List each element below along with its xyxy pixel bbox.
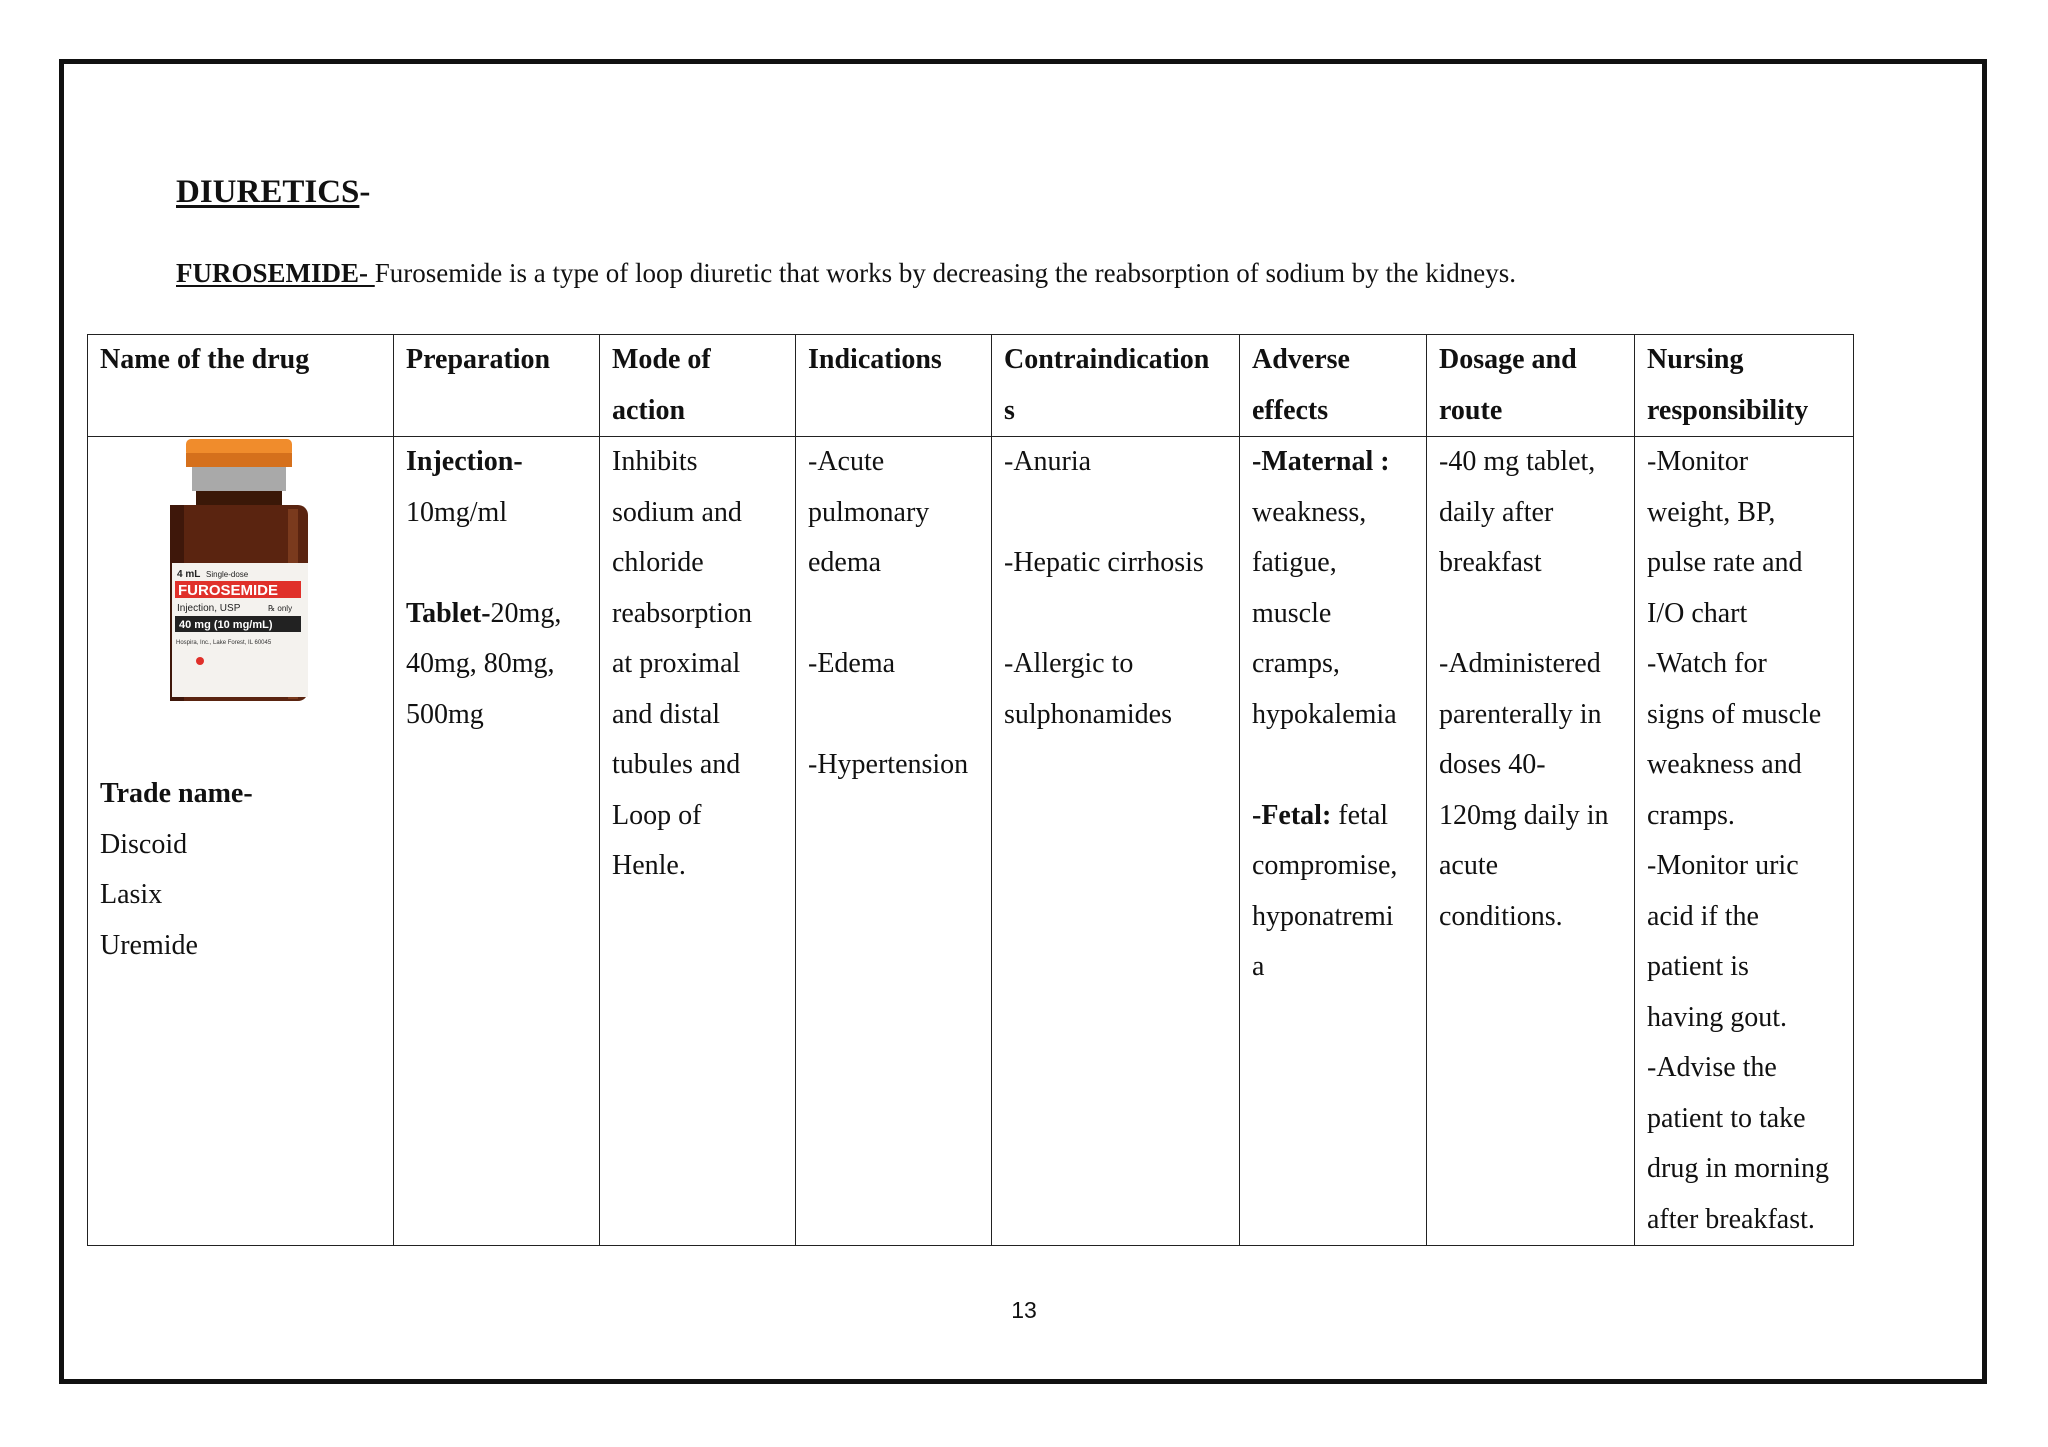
cell-text-line: Dosage and xyxy=(1439,344,1577,375)
cell-text-line: sulphonamides xyxy=(1004,698,1172,730)
cell-text-line: tubules and xyxy=(612,749,741,780)
heading-text: DIURETICS xyxy=(176,174,360,210)
cell-adverse-effects xyxy=(1240,437,1427,1246)
cell-text-line: effects xyxy=(1252,394,1329,426)
cell-drug-name xyxy=(88,437,394,1246)
cell-text-line: -Administered xyxy=(1439,648,1601,679)
header-dosage-route xyxy=(1427,335,1635,437)
cell-text-line: drug in morning xyxy=(1647,1153,1829,1184)
tablet-line xyxy=(406,589,587,640)
cell-text-line: action xyxy=(612,394,686,426)
table-row xyxy=(88,437,1854,1246)
cell-text-line: pulmonary xyxy=(808,496,930,528)
cell-text-line: acute xyxy=(1439,850,1499,881)
trade-names xyxy=(100,769,381,971)
cell-text-line: Henle. xyxy=(612,850,686,881)
header-indications xyxy=(796,335,992,437)
cell-text-line: patient to take xyxy=(1647,1102,1806,1134)
cell-text-line: -40 mg tablet, xyxy=(1439,446,1596,477)
vial-maker: Hospira, Inc., Lake Forest, IL 60045 xyxy=(176,640,272,646)
cell-text-line: doses 40- xyxy=(1439,749,1546,780)
cell-text-line: fetal xyxy=(1331,799,1389,831)
heading-suffix: - xyxy=(359,174,371,210)
cell-text-line: chloride xyxy=(612,547,704,578)
cell-text-line: responsibility xyxy=(1647,394,1809,426)
cell-text-line: reabsorption xyxy=(612,597,752,629)
cell-text-line: daily after xyxy=(1439,496,1554,528)
cell-text-line: weakness and xyxy=(1647,749,1802,780)
cell-text-line: -Acute xyxy=(808,446,885,477)
cell-text-line: conditions. xyxy=(1439,900,1563,932)
injection-label: Injection- xyxy=(406,446,523,477)
cell-text-line: -Watch for xyxy=(1647,648,1767,679)
vial-rx: ℞ only xyxy=(268,604,293,613)
cell-preparation xyxy=(394,437,600,1246)
cell-text-line: Contraindication xyxy=(1004,344,1210,375)
cell-text-line: weakness, xyxy=(1252,496,1367,528)
tablet-line: 500mg xyxy=(406,698,484,730)
cell-text-line: Mode of xyxy=(612,344,711,375)
cell-text-line: muscle xyxy=(1252,597,1332,629)
cell-text-line: Loop of xyxy=(612,799,702,831)
cell-text-line: a xyxy=(1252,951,1265,982)
cell-text-line: Name of the drug xyxy=(100,344,310,375)
cell-text-line: edema xyxy=(808,547,882,578)
cell-text-line: -Advise the xyxy=(1647,1052,1777,1083)
vial-dose-type: Single-dose xyxy=(206,570,249,579)
injection-value: 10mg/ml xyxy=(406,496,508,528)
table-header-row xyxy=(88,335,1854,437)
cell-text-line: 20mg, xyxy=(490,597,562,629)
cell-indications xyxy=(796,437,992,1246)
vial-strength: 40 mg (10 mg/mL) xyxy=(179,619,273,631)
header-contraindications xyxy=(992,335,1240,437)
vial-form: Injection, USP xyxy=(177,603,241,614)
vial-brand: FUROSEMIDE xyxy=(178,582,279,599)
tablet-label: Tablet- xyxy=(406,597,491,629)
cell-text-line: -Hypertension xyxy=(808,749,969,780)
page-number: 13 xyxy=(1011,1297,1037,1323)
cell-text-line: route xyxy=(1439,394,1503,426)
trade-name-label: Trade name- xyxy=(100,778,253,809)
cell-text-line: hypokalemia xyxy=(1252,698,1397,730)
drug-intro-text: Furosemide is a type of loop diuretic that works by decreasing the reabsorption of sodium by the kidneys. xyxy=(374,258,1517,288)
drug-intro xyxy=(176,258,1516,289)
cell-text-line: -Monitor xyxy=(1647,446,1749,477)
cell-text-line: hyponatremi xyxy=(1252,900,1394,932)
section-heading xyxy=(176,174,370,211)
cell-text-line: and distal xyxy=(612,698,721,730)
cell-text-line: breakfast xyxy=(1439,547,1542,578)
cell-text-line: -Anuria xyxy=(1004,446,1092,477)
cell-text-line: cramps, xyxy=(1252,648,1340,679)
fetal-label: -Fetal: xyxy=(1252,799,1332,831)
cell-text-line: Indications xyxy=(808,344,942,375)
cell-text-line: Inhibits xyxy=(612,446,698,477)
cell-nursing-responsibility xyxy=(1635,437,1854,1246)
drug-intro-label: FUROSEMIDE- xyxy=(176,258,375,288)
cell-text-line: compromise, xyxy=(1252,850,1398,881)
cell-text-line: cramps. xyxy=(1647,799,1735,831)
furosemide-vial-image xyxy=(170,439,308,701)
tablet-line: 40mg, 80mg, xyxy=(406,648,555,679)
header-nursing-responsibility xyxy=(1635,335,1854,437)
cell-text-line: -Edema xyxy=(808,648,896,679)
cell-text-line: acid if the xyxy=(1647,900,1759,932)
cell-text-line: Adverse xyxy=(1252,344,1350,375)
drug-table xyxy=(87,334,1854,1246)
trade-name: Discoid xyxy=(100,828,188,860)
cell-text-line: pulse rate and xyxy=(1647,547,1803,578)
cell-text-line: I/O chart xyxy=(1647,597,1748,629)
cell-text-line: having gout. xyxy=(1647,1001,1787,1033)
cell-dosage-route xyxy=(1427,437,1635,1246)
maternal-label: -Maternal : xyxy=(1252,446,1390,477)
trade-name: Uremide xyxy=(100,929,198,961)
cell-text-line xyxy=(1252,791,1414,842)
header-name-of-drug xyxy=(88,335,394,437)
cell-text-line: signs of muscle xyxy=(1647,698,1822,730)
cell-text-line: parenterally in xyxy=(1439,698,1602,730)
cell-text-line: -Monitor uric xyxy=(1647,850,1799,881)
cell-mode-of-action xyxy=(600,437,796,1246)
cell-text-line: after breakfast. xyxy=(1647,1203,1815,1235)
vial-volume: 4 mL xyxy=(177,569,201,580)
cell-text-line: patient is xyxy=(1647,951,1749,982)
trade-name: Lasix xyxy=(100,879,163,910)
cell-text-line: fatigue, xyxy=(1252,547,1337,578)
header-adverse-effects xyxy=(1240,335,1427,437)
header-preparation xyxy=(394,335,600,437)
cell-text-line: Preparation xyxy=(406,344,551,375)
cell-text-line: Nursing xyxy=(1647,344,1744,375)
header-mode-of-action xyxy=(600,335,796,437)
cell-text-line: at proximal xyxy=(612,648,741,679)
cell-text-line: sodium and xyxy=(612,496,742,528)
cell-text-line: 120mg daily in xyxy=(1439,799,1609,831)
cell-text-line: -Allergic to xyxy=(1004,648,1134,679)
cell-text-line: weight, BP, xyxy=(1647,496,1776,528)
cell-contraindications xyxy=(992,437,1240,1246)
cell-text-line: s xyxy=(1004,394,1015,426)
cell-text-line: -Hepatic cirrhosis xyxy=(1004,547,1204,578)
